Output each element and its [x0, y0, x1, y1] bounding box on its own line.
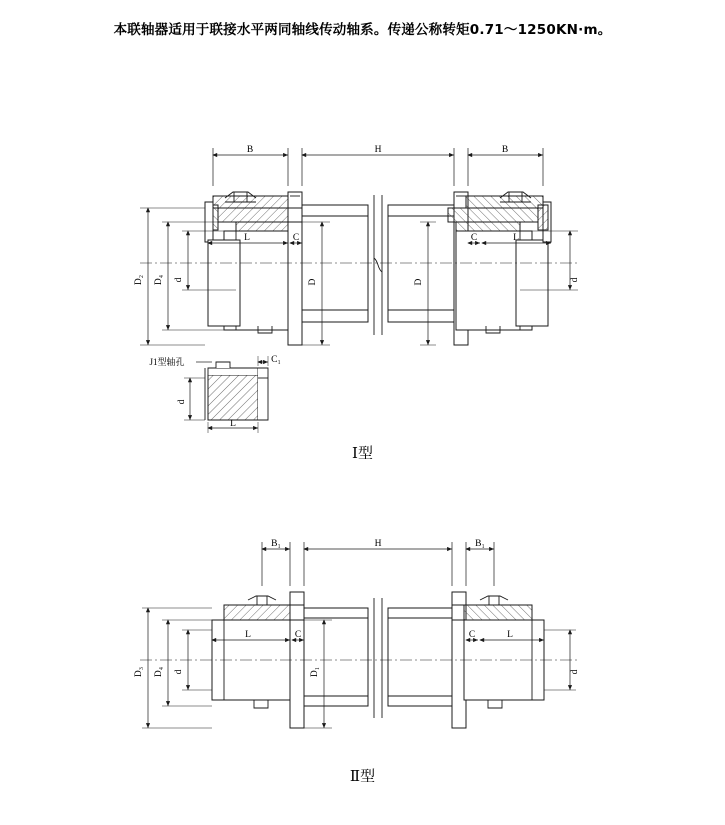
coupling-body-type-2 — [140, 592, 580, 728]
detail-j1-bore — [205, 362, 268, 420]
dim-B1-right: B₁ — [475, 539, 485, 549]
dim-D2: D₂ — [134, 274, 144, 286]
figure2-title: Ⅱ型 — [349, 767, 376, 785]
dim-D-right: D — [414, 278, 424, 286]
dim-C-right-2: C — [468, 630, 476, 640]
detail-dim-d: d — [177, 399, 187, 405]
dim-d-left-2: d — [174, 669, 184, 675]
dim-C-left: C — [292, 233, 300, 243]
dim-D1: D₁ — [310, 666, 320, 678]
dim-L-left-2: L — [245, 630, 251, 640]
dim-d-right-2: d — [570, 669, 580, 675]
page-caption: 本联轴器适用于联接水平两同轴线传动轴系。传递公称转矩0.71～1250KN·m。 — [113, 22, 612, 38]
figure1-title: Ⅰ型 — [352, 444, 373, 462]
dim-H-2: H — [374, 539, 382, 549]
dim-D3: D₃ — [134, 666, 144, 678]
dim-L-right-2: L — [507, 630, 513, 640]
dim-L-left: L — [244, 233, 250, 243]
detail-dim-C1: C₁ — [271, 355, 281, 365]
dim-L-right: L — [513, 233, 519, 243]
detail-dim-L: L — [230, 419, 236, 429]
dim-d-left: d — [174, 277, 184, 283]
dim-H: H — [374, 145, 382, 155]
dim-B1-left: B₁ — [271, 539, 281, 549]
dim-D-left: D — [308, 278, 318, 286]
dim-B-right: B — [501, 145, 509, 155]
dim-C-left-2: C — [294, 630, 302, 640]
dim-D4: D₄ — [154, 274, 164, 286]
dim-B-left: B — [246, 145, 254, 155]
detail-label-j1: J1型轴孔 — [149, 357, 185, 367]
dim-d-right: d — [570, 277, 580, 283]
coupling-body-type-1 — [140, 192, 580, 345]
dim-D4-2: D₄ — [154, 666, 164, 678]
dim-C-right: C — [470, 233, 478, 243]
figure-type-1 — [0, 130, 725, 470]
figure-type-2 — [0, 520, 725, 800]
